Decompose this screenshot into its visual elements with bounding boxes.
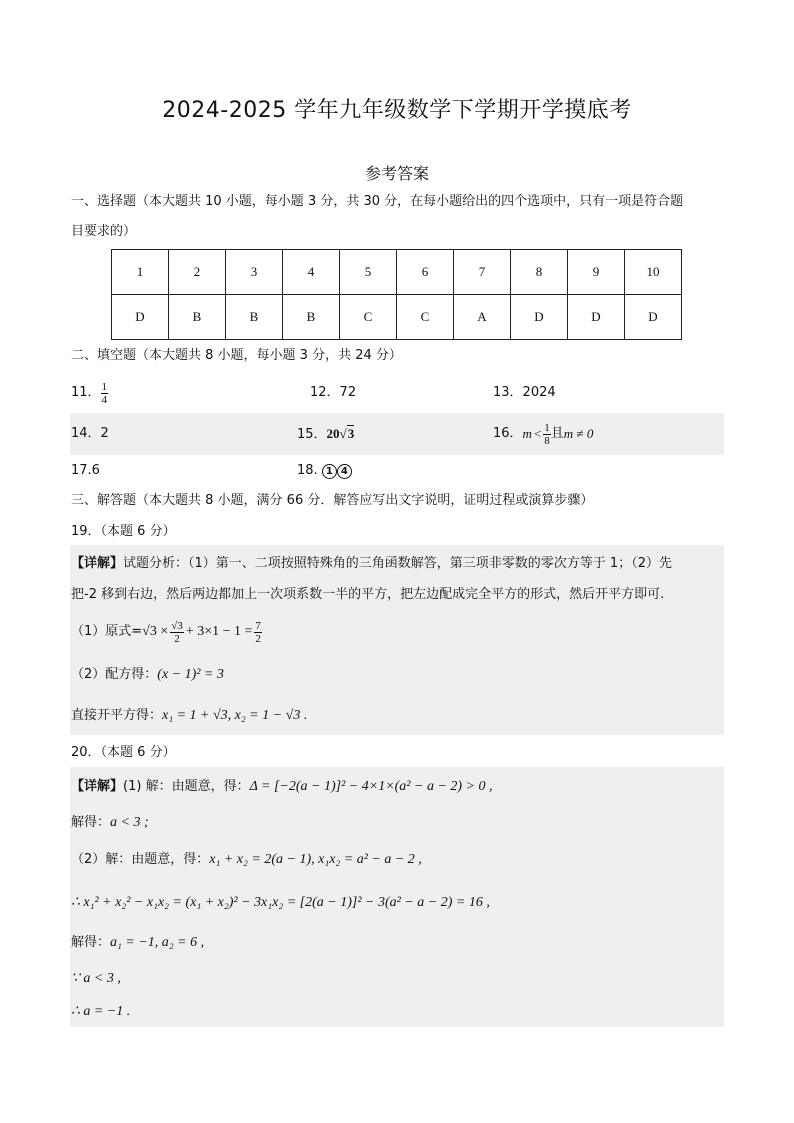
q20-line3 bbox=[71, 850, 422, 870]
q19-p1-label: （1）原式= bbox=[71, 624, 143, 639]
table-cell: B bbox=[169, 295, 226, 340]
table-cell: 3 bbox=[226, 250, 283, 295]
q19-p1-fraction-den: 2 bbox=[174, 632, 180, 645]
table-cell: B bbox=[283, 295, 340, 340]
page-title: 2024-2025 学年九年级数学下学期开学摸底考 bbox=[162, 98, 632, 123]
q19-detail-line2: 把-2 移到右边，然后两边都加上一次项系数一半的平方，把左边配成完全平方的形式，然后开平方即可. bbox=[71, 587, 665, 602]
q20-line4: ∴ x₁² + x₂² − x₁x₂ = (x₁ + x₂)² − 3x₁x₂ = [2(a − 1)]² − 3(a² − a − 2) = 16 , bbox=[71, 895, 490, 910]
table-cell: D bbox=[625, 295, 682, 340]
sqrt-symbol: √ bbox=[339, 426, 347, 441]
q19-part1 bbox=[71, 614, 262, 650]
q20-l2-expr: a < 3 ; bbox=[110, 815, 149, 830]
q19-p1-result bbox=[254, 620, 262, 645]
q19-part3 bbox=[71, 706, 307, 726]
table-cell: 10 bbox=[625, 250, 682, 295]
q20-line2 bbox=[71, 813, 149, 833]
q19-p1-result-num: 7 bbox=[255, 619, 261, 632]
table-cell: C bbox=[340, 295, 397, 340]
answer-q13: 13．2024 bbox=[493, 385, 556, 400]
sec1-heading-line2: 目要求的） bbox=[71, 224, 137, 239]
q16-numerator: 1 bbox=[544, 421, 550, 434]
q20-line7: ∴ a = −1 . bbox=[71, 1004, 131, 1019]
q19-p1-result-den: 2 bbox=[255, 632, 261, 645]
q19-header: 19．（本题 6 分） bbox=[71, 524, 176, 539]
detail-tag: 【详解】 bbox=[71, 556, 124, 571]
q19-p2-expr: (x − 1)² = 3 bbox=[157, 667, 224, 682]
answer-q16 bbox=[493, 416, 593, 452]
sec3-heading: 三、解答题（本大题共 8 小题，满分 66 分．解答应写出文字说明，证明过程或演算步骤） bbox=[71, 493, 594, 508]
circled-number: 1 bbox=[322, 464, 337, 479]
answer-q18 bbox=[297, 461, 352, 481]
q11-denominator: 4 bbox=[101, 393, 108, 406]
page-subtitle: 参考答案 bbox=[364, 164, 429, 183]
table-cell: 7 bbox=[454, 250, 511, 295]
table-cell: B bbox=[226, 295, 283, 340]
table-cell: C bbox=[397, 295, 454, 340]
q16-lt: < bbox=[533, 426, 542, 441]
sec1-heading-line1: 一、选择题（本大题共 10 小题，每小题 3 分，共 30 分，在每小题给出的四个选项中，只有一项是符合题 bbox=[71, 194, 684, 209]
answer-q15 bbox=[297, 424, 354, 445]
q16-variable: m bbox=[522, 426, 532, 441]
table-row-answers bbox=[112, 295, 682, 340]
detail-text: 试题分析：（1）第一、二项按照特殊角的三角函数解答，第三项非零数的零次方等于 1；（2）先 bbox=[123, 556, 672, 571]
q16-rest: m ≠ 0 bbox=[563, 426, 594, 441]
table-cell: A bbox=[454, 295, 511, 340]
q18-label: 18. bbox=[297, 463, 318, 478]
answer-table bbox=[111, 249, 682, 340]
q11-numerator: 1 bbox=[101, 380, 108, 393]
table-cell: 8 bbox=[511, 250, 568, 295]
circled-number: 4 bbox=[337, 464, 352, 479]
q20-line6: ∵ a < 3 , bbox=[71, 971, 121, 986]
q19-p2-label: （2）配方得： bbox=[71, 667, 158, 682]
q20-header: 20．（本题 6 分） bbox=[71, 745, 176, 760]
q19-p1-a: √3 × bbox=[142, 624, 169, 639]
answer-q17: 17.6 bbox=[71, 463, 100, 478]
table-cell: 4 bbox=[283, 250, 340, 295]
q20-line1 bbox=[71, 777, 493, 797]
answer-q14: 14．2 bbox=[71, 426, 109, 441]
q15-coefficient: 20 bbox=[326, 426, 340, 441]
q11-label: 11． bbox=[71, 385, 101, 400]
shaded-row bbox=[70, 413, 724, 455]
q20-l5-expr: a₁ = −1, a₂ = 6 , bbox=[110, 935, 205, 950]
q19-detail-line1 bbox=[71, 554, 731, 574]
q16-label: 16． bbox=[493, 426, 523, 441]
table-cell: 1 bbox=[112, 250, 169, 295]
q20-l1-text: (1) 解：由题意，得： bbox=[123, 779, 250, 794]
q19-p3-expr: x₁ = 1 + √3, x₂ = 1 − √3 . bbox=[162, 708, 308, 723]
table-cell: 2 bbox=[169, 250, 226, 295]
q16-fraction bbox=[543, 422, 551, 447]
q19-p1-fraction-num: √3 bbox=[171, 619, 183, 632]
table-row-numbers bbox=[112, 250, 682, 295]
q15-label: 15． bbox=[297, 427, 327, 442]
table-cell: 9 bbox=[568, 250, 625, 295]
q19-part2 bbox=[71, 665, 224, 685]
sec2-heading: 二、填空题（本大题共 8 小题，每小题 3 分，共 24 分） bbox=[71, 348, 402, 363]
q20-l1-expr: Δ = [−2(a − 1)]² − 4×1×(a² − a − 2) > 0 , bbox=[249, 779, 493, 794]
q16-denominator: 8 bbox=[544, 434, 550, 447]
q20-l3-expr: x₁ + x₂ = 2(a − 1), x₁x₂ = a² − a − 2 , bbox=[209, 852, 422, 867]
q20-l5-label: 解得： bbox=[71, 935, 111, 950]
q20-l2-label: 解得： bbox=[71, 815, 111, 830]
q15-radical bbox=[340, 425, 355, 441]
detail-tag: 【详解】 bbox=[71, 779, 124, 794]
q16-and: 且 bbox=[550, 426, 564, 441]
q19-p3-label: 直接开平方得： bbox=[71, 708, 163, 723]
table-cell: D bbox=[112, 295, 169, 340]
table-cell: D bbox=[511, 295, 568, 340]
table-cell: 5 bbox=[340, 250, 397, 295]
q11-fraction bbox=[101, 381, 109, 406]
table-cell: D bbox=[568, 295, 625, 340]
q15-radicand: 3 bbox=[347, 426, 355, 441]
table-cell: 6 bbox=[397, 250, 454, 295]
q20-line5 bbox=[71, 933, 204, 953]
answer-q12: 12．72 bbox=[310, 385, 357, 400]
q19-p1-fraction bbox=[170, 620, 184, 645]
q20-l3-label: （2）解：由题意，得： bbox=[71, 852, 210, 867]
answer-q11 bbox=[71, 375, 108, 411]
q19-p1-b: + 3×1 − 1 = bbox=[185, 624, 253, 639]
